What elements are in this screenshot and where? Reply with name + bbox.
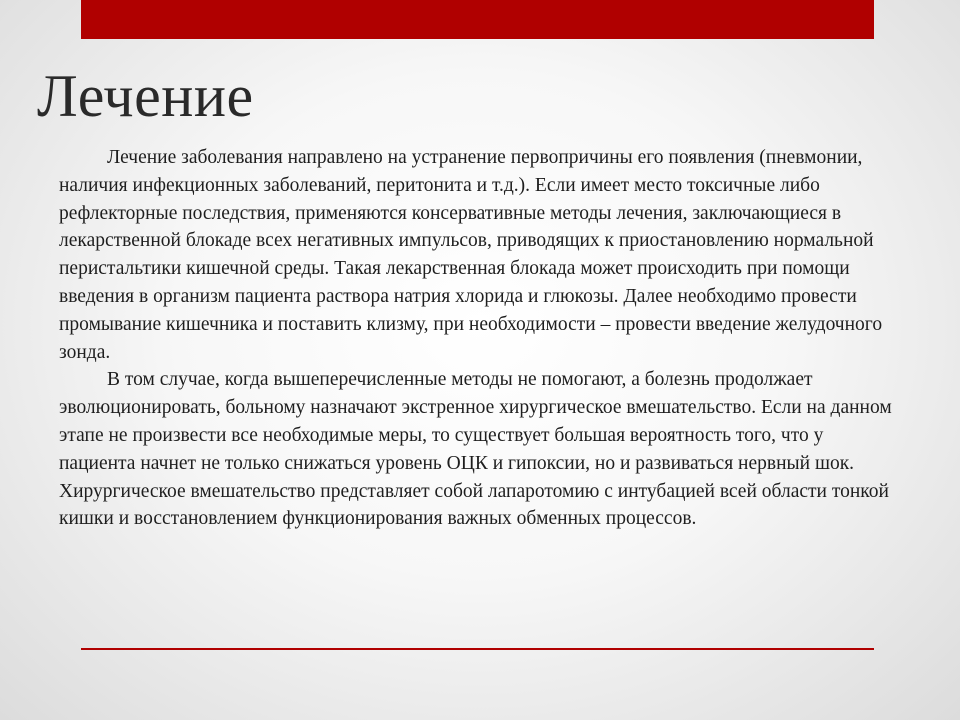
- paragraph-2: В том случае, когда вышеперечисленные методы не помогают, а болезнь продолжает эволюционировать, больному назначают экстренное хирургическое вмешательство. Если на данном этапе не произвести все необходимые меры, то существует большая вероятность того, что у пациента начнет не только снижаться уровень ОЦК и гипоксии, но и развиваться нервный шок. Хирургическое вмешательство представляет собой лапаротомию с интубацией всей области тонкой кишки и восстановлением функционирования важных обменных процессов.: [59, 369, 892, 530]
- slide-body: [59, 144, 899, 533]
- top-accent-bar: [81, 0, 874, 39]
- slide-title: Лечение: [37, 63, 254, 129]
- paragraph-1: Лечение заболевания направлено на устранение первопричины его появления (пневмонии, наличия инфекционных заболеваний, перитонита и т.д.). Если имеет место токсичные либо рефлекторные последствия, применяются консервативные методы лечения, заключающиеся в лекарственной блокаде всех негативных импульсов, приводящих к приостановлению нормальной перистальтики кишечной среды. Такая лекарственная блокада может происходить при помощи введения в организм пациента раствора натрия хлорида и глюкозы. Далее необходимо провести промывание кишечника и поставить клизму, при необходимости – провести введение желудочного зонда.: [59, 147, 883, 363]
- bottom-accent-line: [81, 648, 874, 650]
